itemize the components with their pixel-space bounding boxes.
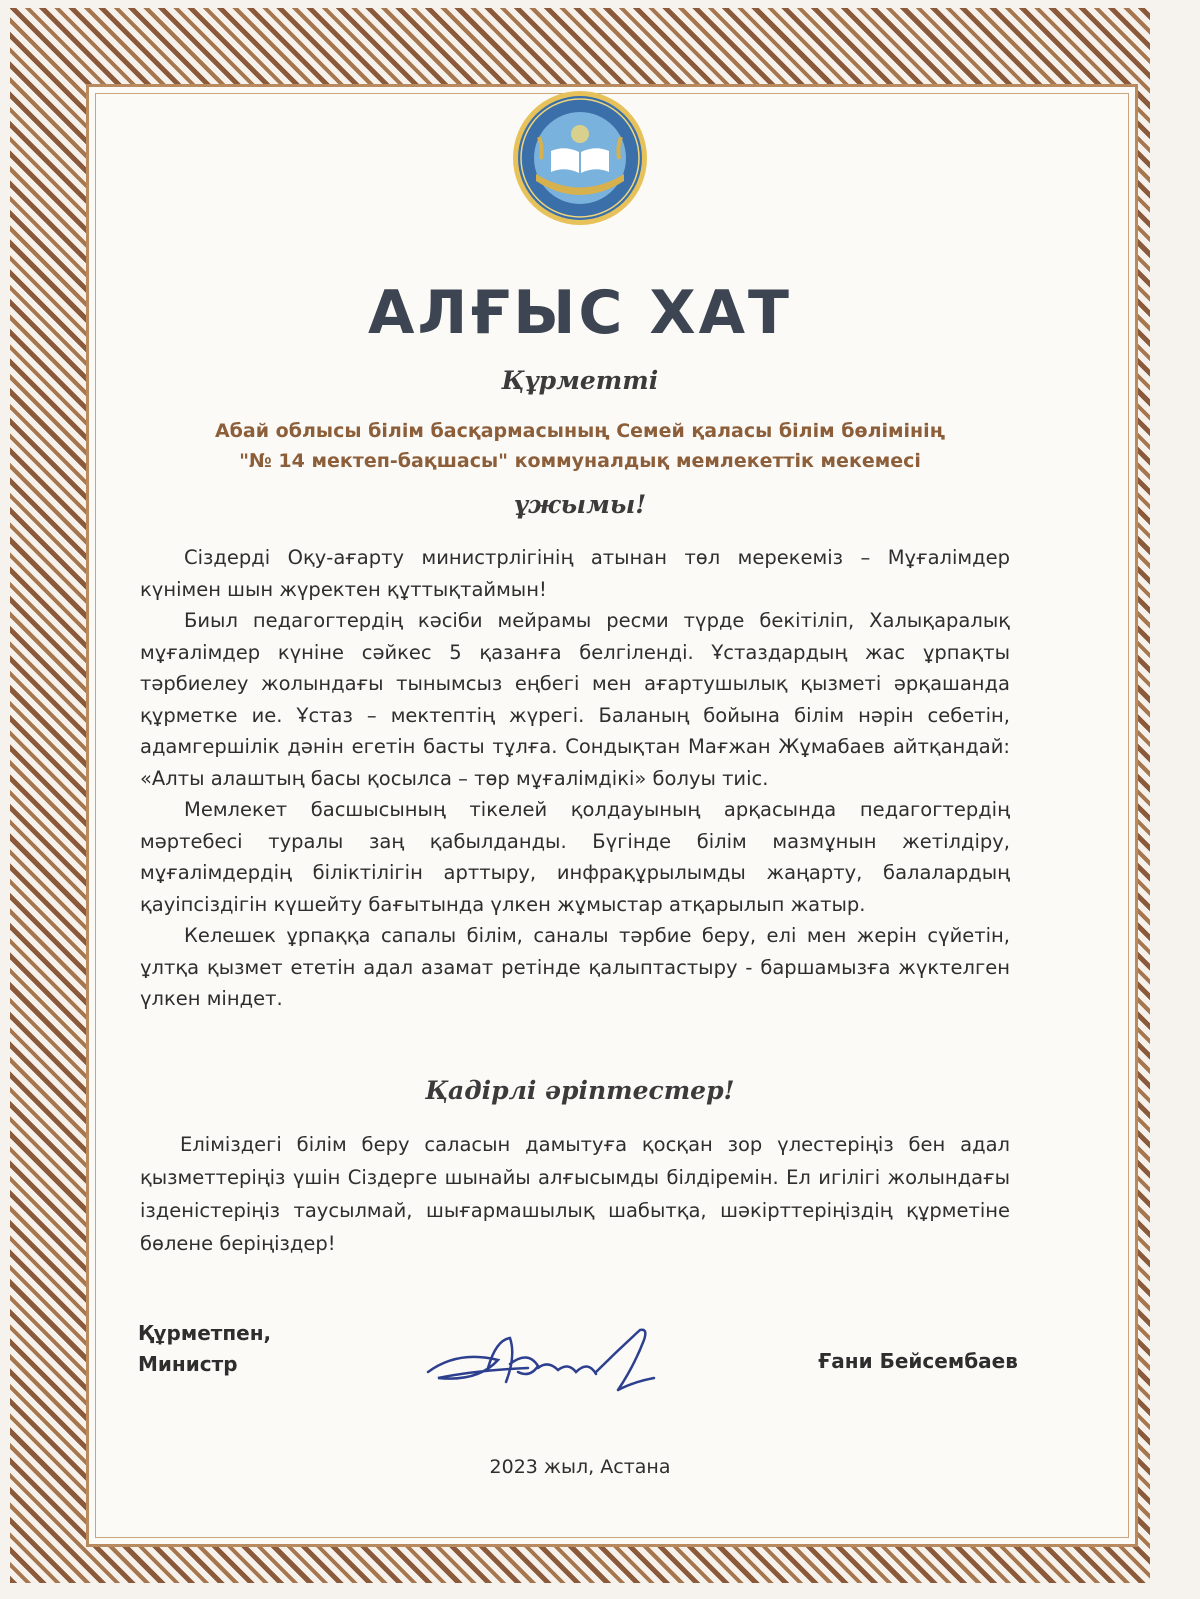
handwritten-signature — [418, 1320, 698, 1410]
collective-salutation: ұжымы! — [513, 490, 647, 519]
body-paragraph-3: Мемлекет басшысының тікелей қолдауының арқасында педагогтердің мәртебесі туралы заң қабылданды. Бүгінде білім мазмұнын жетілдіру, мұғалімдердің біліктілігін арттыру, инфрақұрылымды жаңарту, балалардың қауіпсіздігін күшейту бағытында үлкен жұмыстар атқарылып жатыр. — [140, 798, 1010, 916]
position-text: Министр — [138, 1352, 238, 1376]
body-paragraph-2: Биыл педагогтердің кәсіби мейрамы ресми түрде бекітіліп, Халықаралық мұғалімдер күніне сәйкес 5 қазанға белгіленді. Ұстаздардың жас ұрпақты тәрбиелеу жолындағы тынымсыз еңбегі мен ағартушылық қызметі әрқашанда құрметке ие. Ұстаз – мектептің жүрегі. Баланың бойына білім нәрін себетін, адамгершілік дәнін егетін басты тұлға. Сондықтан Мағжан Жұмабаев айтқандай: «Алты алаштың басы қосылса – төр мұғалімдікі» болуы тиіс. — [140, 609, 1010, 790]
letter-body — [140, 542, 1010, 1015]
closing-block — [140, 1128, 1010, 1260]
regards-text: Құрметпен, — [138, 1321, 272, 1345]
recipient-line-1: Абай облысы білім басқармасының Семей қаласы білім бөлімінің — [214, 420, 946, 442]
body-paragraph-1: Сіздерді Оқу-ағарту министрлігінің атынан төл мерекеміз – Мұғалімдер күнімен шын жүректен құттықтаймын! — [140, 546, 1010, 601]
signature-block — [138, 1318, 271, 1380]
ministry-seal-icon — [511, 89, 649, 227]
letter-title: АЛҒЫС ХАТ — [368, 278, 792, 348]
body-paragraph-4: Келешек ұрпаққа сапалы білім, саналы тәрбие беру, елі мен жерін сүйетін, ұлтқа қызмет ететін адал азамат ретінде қалыптастыру - баршамызға жүктелген үлкен міндет. — [140, 924, 1010, 1010]
recipient-line-2: "№ 14 мектеп-бақшасы" коммуналдық мемлекеттік мекемесі — [239, 450, 921, 472]
closing-paragraph: Еліміздегі білім беру саласын дамытуға қосқан зор үлестеріңіз бен адал қызметтеріңіз үшін Сіздерге шынайы алғысымды білдіремін. Ел игілігі жолындағы ізденістеріңіз таусылмай, шығармашылық шабытқа, шәкірттеріңіздің құрметіне бөлене беріңіздер! — [140, 1133, 1010, 1255]
date-place: 2023 жыл, Астана — [489, 1456, 671, 1478]
signer-name: Ғани Бейсембаев — [818, 1349, 1018, 1373]
colleagues-salutation: Қадірлі әріптестер! — [425, 1076, 735, 1105]
recipient-block — [130, 416, 1030, 476]
greeting: Құрметті — [501, 366, 659, 395]
